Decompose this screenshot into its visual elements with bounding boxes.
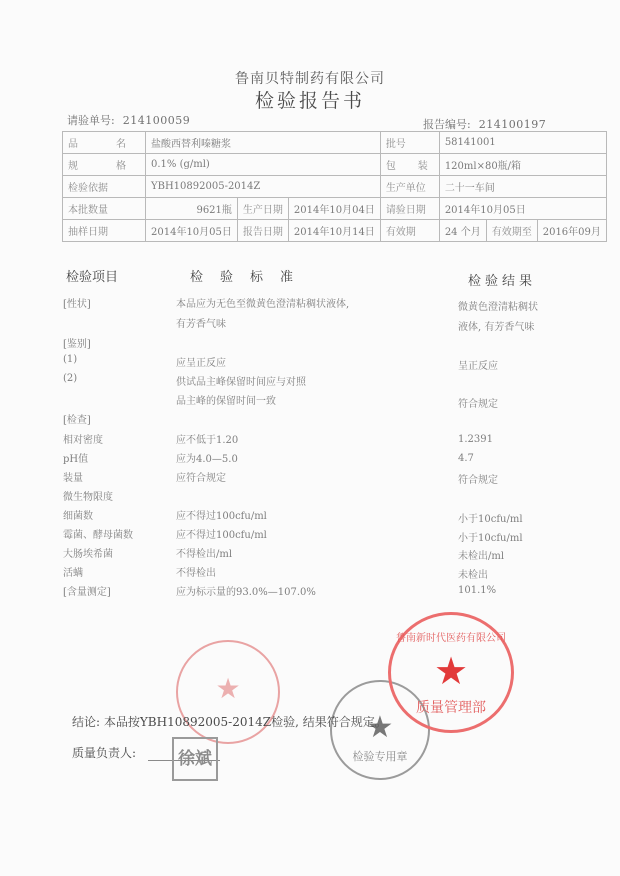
- qa-department-stamp: [388, 612, 514, 733]
- inspection-seal-text: 检验专用章: [352, 750, 408, 763]
- result-row: [0, 526, 620, 544]
- star-icon: ★: [215, 672, 241, 705]
- row-standard: 不得检出/ml: [176, 549, 233, 560]
- row-result: 101.1%: [458, 585, 497, 596]
- result-row: [0, 469, 620, 487]
- production-date-value: 2014年10月04日: [288, 198, 380, 220]
- row-result: 4.7: [458, 453, 474, 464]
- result-row: [0, 315, 620, 333]
- row-standard: 有芳香气味: [176, 319, 226, 330]
- company-name: 鲁南贝特制药有限公司: [235, 71, 385, 87]
- basis-label: 检验依据: [63, 176, 146, 198]
- qa-stamp-department: 质量管理部: [416, 700, 486, 716]
- row-item: 活螨: [63, 568, 83, 579]
- column-header-item: 检验项目: [66, 270, 119, 285]
- result-row: [0, 545, 620, 563]
- request-number-value: 214100059: [122, 114, 191, 127]
- product-name-value: 盐酸西替利嗪糖浆: [146, 132, 381, 154]
- result-row: [0, 295, 620, 313]
- row-result: 符合规定: [458, 475, 498, 486]
- row-result: 未检出/ml: [458, 551, 505, 562]
- column-header-result: 检验结果: [468, 274, 537, 289]
- row-item: 细菌数: [63, 511, 93, 522]
- request-number: [67, 112, 190, 128]
- row-item: 相对密度: [63, 435, 103, 446]
- spec-label: 规 格: [63, 154, 146, 176]
- row-standard: 应符合规定: [176, 473, 226, 484]
- row-item: 霉菌、酵母菌数: [63, 530, 133, 541]
- row-standard: 应为标示量的93.0%—107.0%: [176, 587, 316, 598]
- row-item: 装量: [63, 473, 83, 484]
- report-number-label: 报告编号:: [423, 118, 471, 131]
- production-date-label: 生产日期: [237, 198, 288, 220]
- report-date-label: 报告日期: [237, 220, 288, 242]
- row-item: (1): [63, 354, 78, 365]
- result-row: [0, 450, 620, 468]
- result-row: [0, 373, 620, 391]
- row-item: pH值: [63, 454, 89, 465]
- qa-responsible-label: 质量负责人:: [72, 746, 137, 760]
- sampling-date-label: 抽样日期: [63, 220, 146, 242]
- validity-label: 有效期: [380, 220, 439, 242]
- row-item: [性状]: [63, 299, 91, 310]
- result-row: [0, 392, 620, 410]
- row-result: 未检出: [458, 570, 488, 581]
- result-row: [0, 354, 620, 372]
- report-number: [423, 116, 546, 132]
- row-result: 1.2391: [458, 434, 493, 445]
- row-standard: 不得检出: [176, 568, 216, 579]
- column-header-standard: 检 验 标 准: [190, 270, 296, 285]
- result-row: [0, 507, 620, 525]
- info-row: [63, 198, 607, 220]
- report-date-value: 2014年10月14日: [288, 220, 380, 242]
- product-info-table: [62, 131, 607, 242]
- row-item: 大肠埃希菌: [63, 549, 113, 560]
- conclusion-text: 结论: 本品按YBH10892005-2014Z检验, 结果符合规定。: [72, 715, 387, 729]
- row-result: 符合规定: [458, 399, 498, 410]
- sampling-date-value: 2014年10月05日: [146, 220, 238, 242]
- row-result: 呈正反应: [458, 361, 498, 372]
- info-row: [63, 176, 607, 198]
- spec-value: 0.1% (g/ml): [146, 154, 381, 176]
- row-standard: 应不得过100cfu/ml: [176, 530, 267, 541]
- request-number-label: 请验单号:: [67, 114, 115, 127]
- request-date-value: 2014年10月05日: [439, 198, 606, 220]
- validity-value: 24 个月: [439, 220, 486, 242]
- row-standard: 品主峰的保留时间一致: [176, 396, 276, 407]
- row-standard: 应不得过100cfu/ml: [176, 511, 267, 522]
- production-unit-value: 二十一车间: [439, 176, 606, 198]
- result-row: [0, 564, 620, 582]
- row-result: 小于10cfu/ml: [458, 533, 523, 544]
- row-item: (2): [63, 373, 78, 384]
- batch-no-value: 58141001: [439, 132, 606, 154]
- row-item: [检查]: [63, 415, 91, 426]
- row-standard: 供试品主峰保留时间应与对照: [176, 377, 306, 388]
- row-standard: 应不低于1.20: [176, 435, 239, 446]
- result-row: [0, 335, 620, 353]
- expiry-value: 2016年09月: [537, 220, 606, 242]
- row-result: 微黄色澄清粘稠状: [458, 302, 538, 313]
- result-row: [0, 488, 620, 506]
- row-item: [含量测定]: [63, 587, 111, 598]
- qa-stamp-company: 鲁南新时代医药有限公司: [396, 633, 506, 644]
- batch-qty-label: 本批数量: [63, 198, 146, 220]
- product-name-label: 品 名: [63, 132, 146, 154]
- row-item: 微生物限度: [63, 492, 113, 503]
- row-standard: 应为4.0—5.0: [176, 454, 238, 465]
- row-standard: 应呈正反应: [176, 358, 226, 369]
- info-row: [63, 220, 607, 242]
- request-date-label: 请验日期: [380, 198, 439, 220]
- production-unit-label: 生产单位: [380, 176, 439, 198]
- expiry-label: 有效期至: [486, 220, 537, 242]
- result-row: [0, 583, 620, 601]
- packaging-label: 包 装: [380, 154, 439, 176]
- report-number-value: 214100197: [478, 118, 547, 131]
- batch-qty-value: 9621瓶: [146, 198, 238, 220]
- result-row: [0, 411, 620, 429]
- row-item: [鉴别]: [63, 339, 91, 350]
- row-result: 小于10cfu/ml: [458, 514, 523, 525]
- signature-seal: 徐斌: [172, 737, 218, 781]
- batch-no-label: 批号: [380, 132, 439, 154]
- info-row: [63, 132, 607, 154]
- basis-value: YBH10892005-2014Z: [146, 176, 381, 198]
- star-icon: ★: [366, 710, 394, 745]
- info-row: [63, 154, 607, 176]
- document-title: 检验报告书: [254, 90, 365, 112]
- result-row: [0, 431, 620, 449]
- star-icon: ★: [433, 649, 469, 693]
- row-standard: 本品应为无色至微黄色澄清粘稠状液体,: [176, 299, 350, 310]
- packaging-value: 120ml×80瓶/箱: [439, 154, 606, 176]
- row-result: 液体, 有芳香气味: [458, 322, 535, 333]
